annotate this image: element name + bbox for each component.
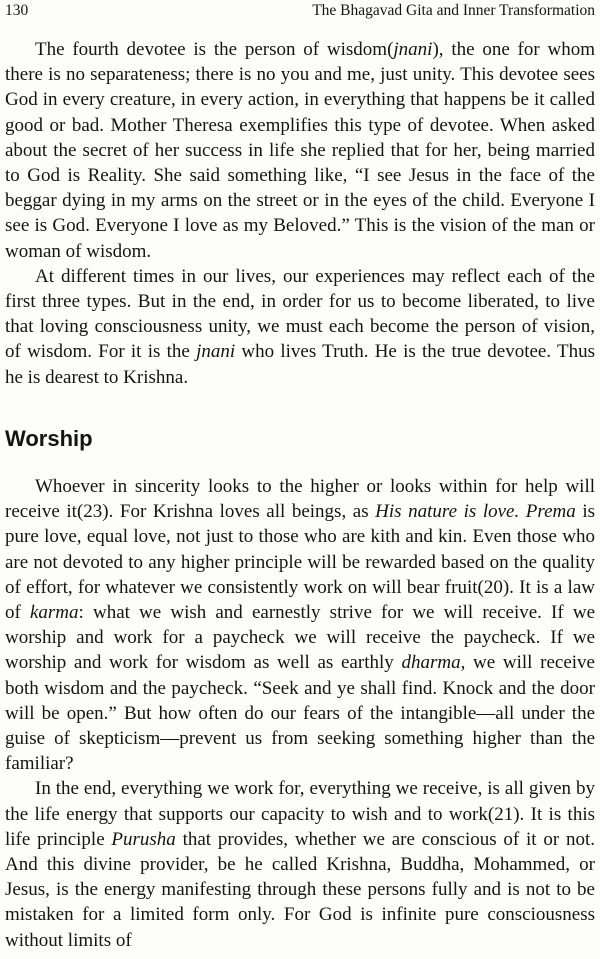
text-run: : what we wish and earnestly strive for we will receive. If we worship and work for a paycheck we will receive the paycheck. If we worship and work for wisdom as well as earthly <box>5 602 596 674</box>
text-run: ), the one for whom there is no separateness; there is no you and me, just unity. This devotee sees God in every creature, in every action, in everything that happens be it called good or bad. Mother Theresa exemplifies this type of devotee. When asked about the secret of her success in life she replied that for her, being married to God is Reality. She said something like, “I see Jesus in the face of the beggar dying in my arms on the street or in the eyes of the child. Everyone I see is God. Everyone I love as my Beloved.” This is the vision of the man or woman of wisdom. <box>5 39 595 262</box>
italic-term: His nature is love. Prema <box>375 501 576 523</box>
paragraph <box>5 474 595 776</box>
paragraph <box>5 264 595 390</box>
text-run: , we will receive both wisdom and the paycheck. “Seek and ye shall find. Knock and the door will be open.” But how often do our fears of the intangible—all under the guise of skepticism—prevent us from seeking something higher than the familiar? <box>5 652 595 775</box>
text-run: At different times in our lives, our experiences may reflect each of the first three types. But in the end, in order for us to become liberated, to live that loving consciousness unity, we must each become the person of vision, of wisdom. For it is the <box>5 265 595 363</box>
text-run: who lives Truth. He is the true devotee. Thus he is dearest to Krishna. <box>5 341 595 388</box>
section-wisdom-text <box>5 37 595 390</box>
italic-term: dharma <box>401 652 461 674</box>
book-title: The Bhagavad Gita and Inner Transformation <box>312 2 595 19</box>
paragraph <box>5 776 595 952</box>
text-run: The fourth devotee is the person of wisdom( <box>35 39 394 60</box>
italic-term: jnani <box>196 341 236 363</box>
italic-term: karma <box>29 602 79 624</box>
section-worship-text <box>5 474 595 953</box>
italic-term: jnani <box>393 39 433 60</box>
italic-term: Purusha <box>111 828 176 850</box>
paragraph <box>5 37 595 264</box>
text-run: In the end, everything we work for, everything we receive, is all given by the life energy that supports our capacity to wish and to work(21). It is this life principle <box>5 778 595 850</box>
text-run: that provides, whether we are conscious of it or not. And this divine provider, be he called Krishna, Buddha, Mohammed, or Jesus, is the energy manifesting through these persons fully and is not to be mistaken for a limited form only. For God is infinite pure consciousness without limits of <box>5 828 595 951</box>
page-number: 130 <box>5 2 29 19</box>
section-heading-worship: Worship <box>5 426 93 451</box>
text-run: Whoever in sincerity looks to the higher or looks within for help will receive it(23). For Krishna loves all beings, as <box>5 476 595 523</box>
running-header <box>5 0 595 24</box>
text-run: is pure love, equal love, not just to those who are kith and kin. Even those who are not devoted to any higher principle will be rewarded based on the quality of effort, for whatever we consistently work on will bear fruit(20). It is a law of <box>5 501 595 624</box>
